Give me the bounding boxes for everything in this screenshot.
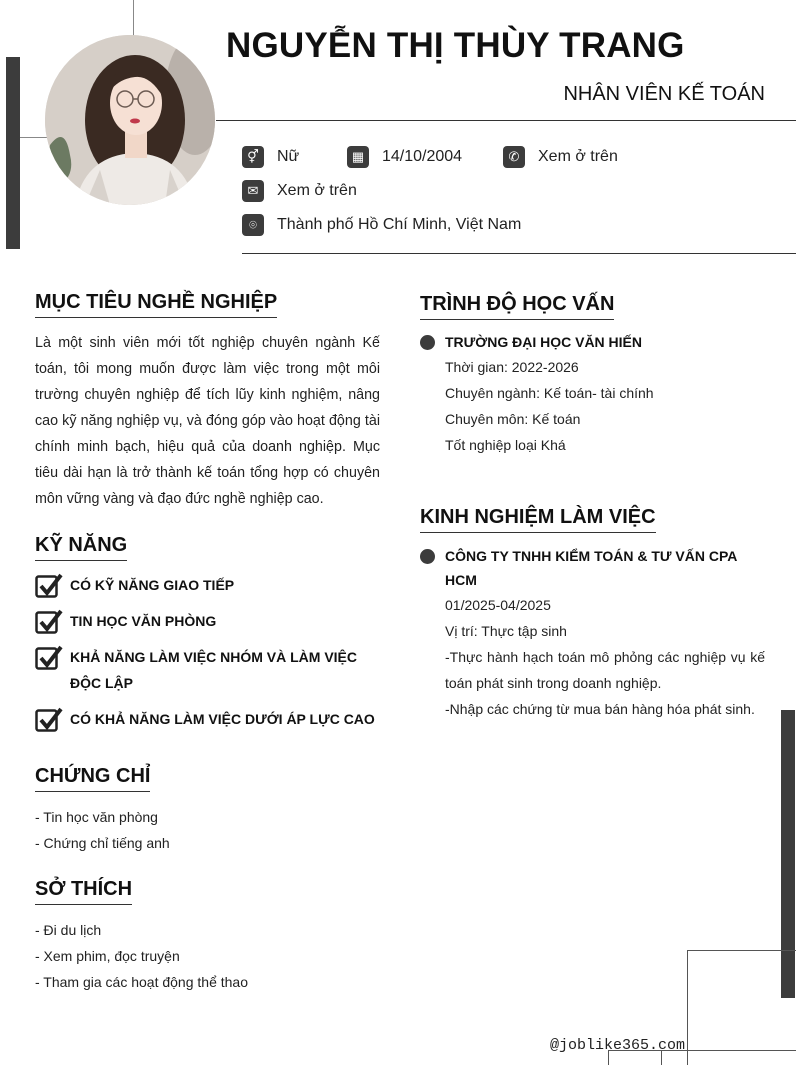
experience-position: Vị trí: Thực tập sinh <box>445 623 567 639</box>
divider <box>242 253 796 254</box>
gender-icon: ⚥ <box>242 146 264 168</box>
gender-info <box>242 146 299 168</box>
skill-label: KHẢ NĂNG LÀM VIỆC NHÓM VÀ LÀM VIỆC ĐỘC LẬP <box>70 649 357 691</box>
checkbox-check-icon <box>35 572 63 598</box>
certificate-item: - Chứng chỉ tiếng anh <box>35 835 170 851</box>
phone-value: Xem ở trên <box>538 148 618 165</box>
checkbox-check-icon <box>35 706 63 732</box>
skills-title: KỸ NĂNG <box>35 534 127 561</box>
skill-label: CÓ KỸ NĂNG GIAO TIẾP <box>70 577 235 593</box>
candidate-name: NGUYỄN THỊ THÙY TRANG <box>226 26 685 65</box>
objective-text: Là một sinh viên mới tốt nghiệp chuyên ngành Kế toán, tôi mong muốn được làm việc trong một môi trường chuyên nghiệp để tích lũy kinh nghiệm, nâng cao kỹ năng nghiệp vụ, và đóng góp vào hoạt động tài chính minh bạch, hiệu quả của doanh nghiệp. Mục tiêu dài hạn là trở thành kế toán tổng hợp có chuyên môn vững vàng và đạo đức nghề nghiệp cao. <box>35 335 380 507</box>
divider <box>216 120 796 121</box>
education-title: TRÌNH ĐỘ HỌC VẤN <box>420 293 614 320</box>
decorative-bar-left <box>6 57 20 249</box>
email-value: Xem ở trên <box>277 182 357 199</box>
education-entry <box>420 330 765 458</box>
decorative-line <box>20 137 50 138</box>
objective-title: MỤC TIÊU NGHỀ NGHIỆP <box>35 291 277 318</box>
birthday-info <box>347 146 462 168</box>
experience-description: -Nhập các chứng từ mua bán hàng hóa phát sinh. <box>445 701 755 717</box>
bullet-dot <box>420 335 435 350</box>
phone-icon: ✆ <box>503 146 525 168</box>
education-line: Chuyên môn: Kế toán <box>445 411 581 427</box>
hobby-item: - Tham gia các hoạt động thể thao <box>35 974 248 990</box>
email-icon: ✉ <box>242 180 264 202</box>
certificates-title: CHỨNG CHỈ <box>35 765 150 792</box>
skill-label: CÓ KHẢ NĂNG LÀM VIỆC DƯỚI ÁP LỰC CAO <box>70 711 375 727</box>
email-info <box>242 180 357 202</box>
gender-value: Nữ <box>277 148 300 165</box>
skill-label: TIN HỌC VĂN PHÒNG <box>70 613 217 629</box>
watermark-text: @joblike365.com <box>550 1037 686 1054</box>
certificate-item: - Tin học văn phòng <box>35 809 158 825</box>
experience-entry <box>420 544 765 722</box>
decorative-line <box>133 0 134 40</box>
school-name: TRƯỜNG ĐẠI HỌC VĂN HIẾN <box>445 334 643 350</box>
experience-title: KINH NGHIỆM LÀM VIỆC <box>420 506 656 533</box>
list-item <box>35 706 380 732</box>
calendar-icon: ▦ <box>347 146 369 168</box>
skills-list <box>35 572 380 742</box>
location-icon: ⌾ <box>242 214 264 236</box>
checkbox-check-icon <box>35 644 63 670</box>
address-info <box>242 214 521 236</box>
decorative-box <box>687 950 796 1065</box>
list-item <box>35 572 380 598</box>
hobbies-title: SỞ THÍCH <box>35 878 132 905</box>
experience-description: -Thực hành hạch toán mô phỏng các nghiệp vụ kế toán phát sinh trong doanh nghiệp. <box>445 649 765 691</box>
list-item <box>35 644 380 696</box>
phone-info <box>503 146 618 168</box>
hobby-item: - Xem phim, đọc truyện <box>35 948 180 964</box>
list-item <box>35 608 380 634</box>
experience-period: 01/2025-04/2025 <box>445 597 551 613</box>
address-value: Thành phố Hồ Chí Minh, Việt Nam <box>277 216 522 233</box>
checkbox-check-icon <box>35 608 63 634</box>
education-line: Tốt nghiệp loại Khá <box>445 437 566 453</box>
birthday-value: 14/10/2004 <box>382 148 463 165</box>
hobby-item: - Đi du lịch <box>35 922 102 938</box>
bullet-dot <box>420 549 435 564</box>
education-line: Thời gian: 2022-2026 <box>445 359 579 375</box>
profile-photo <box>45 35 215 205</box>
company-name: CÔNG TY TNHH KIỂM TOÁN & TƯ VẤN CPA HCM <box>445 548 737 588</box>
job-title: NHÂN VIÊN KẾ TOÁN <box>563 83 765 105</box>
education-line: Chuyên ngành: Kế toán- tài chính <box>445 385 654 401</box>
